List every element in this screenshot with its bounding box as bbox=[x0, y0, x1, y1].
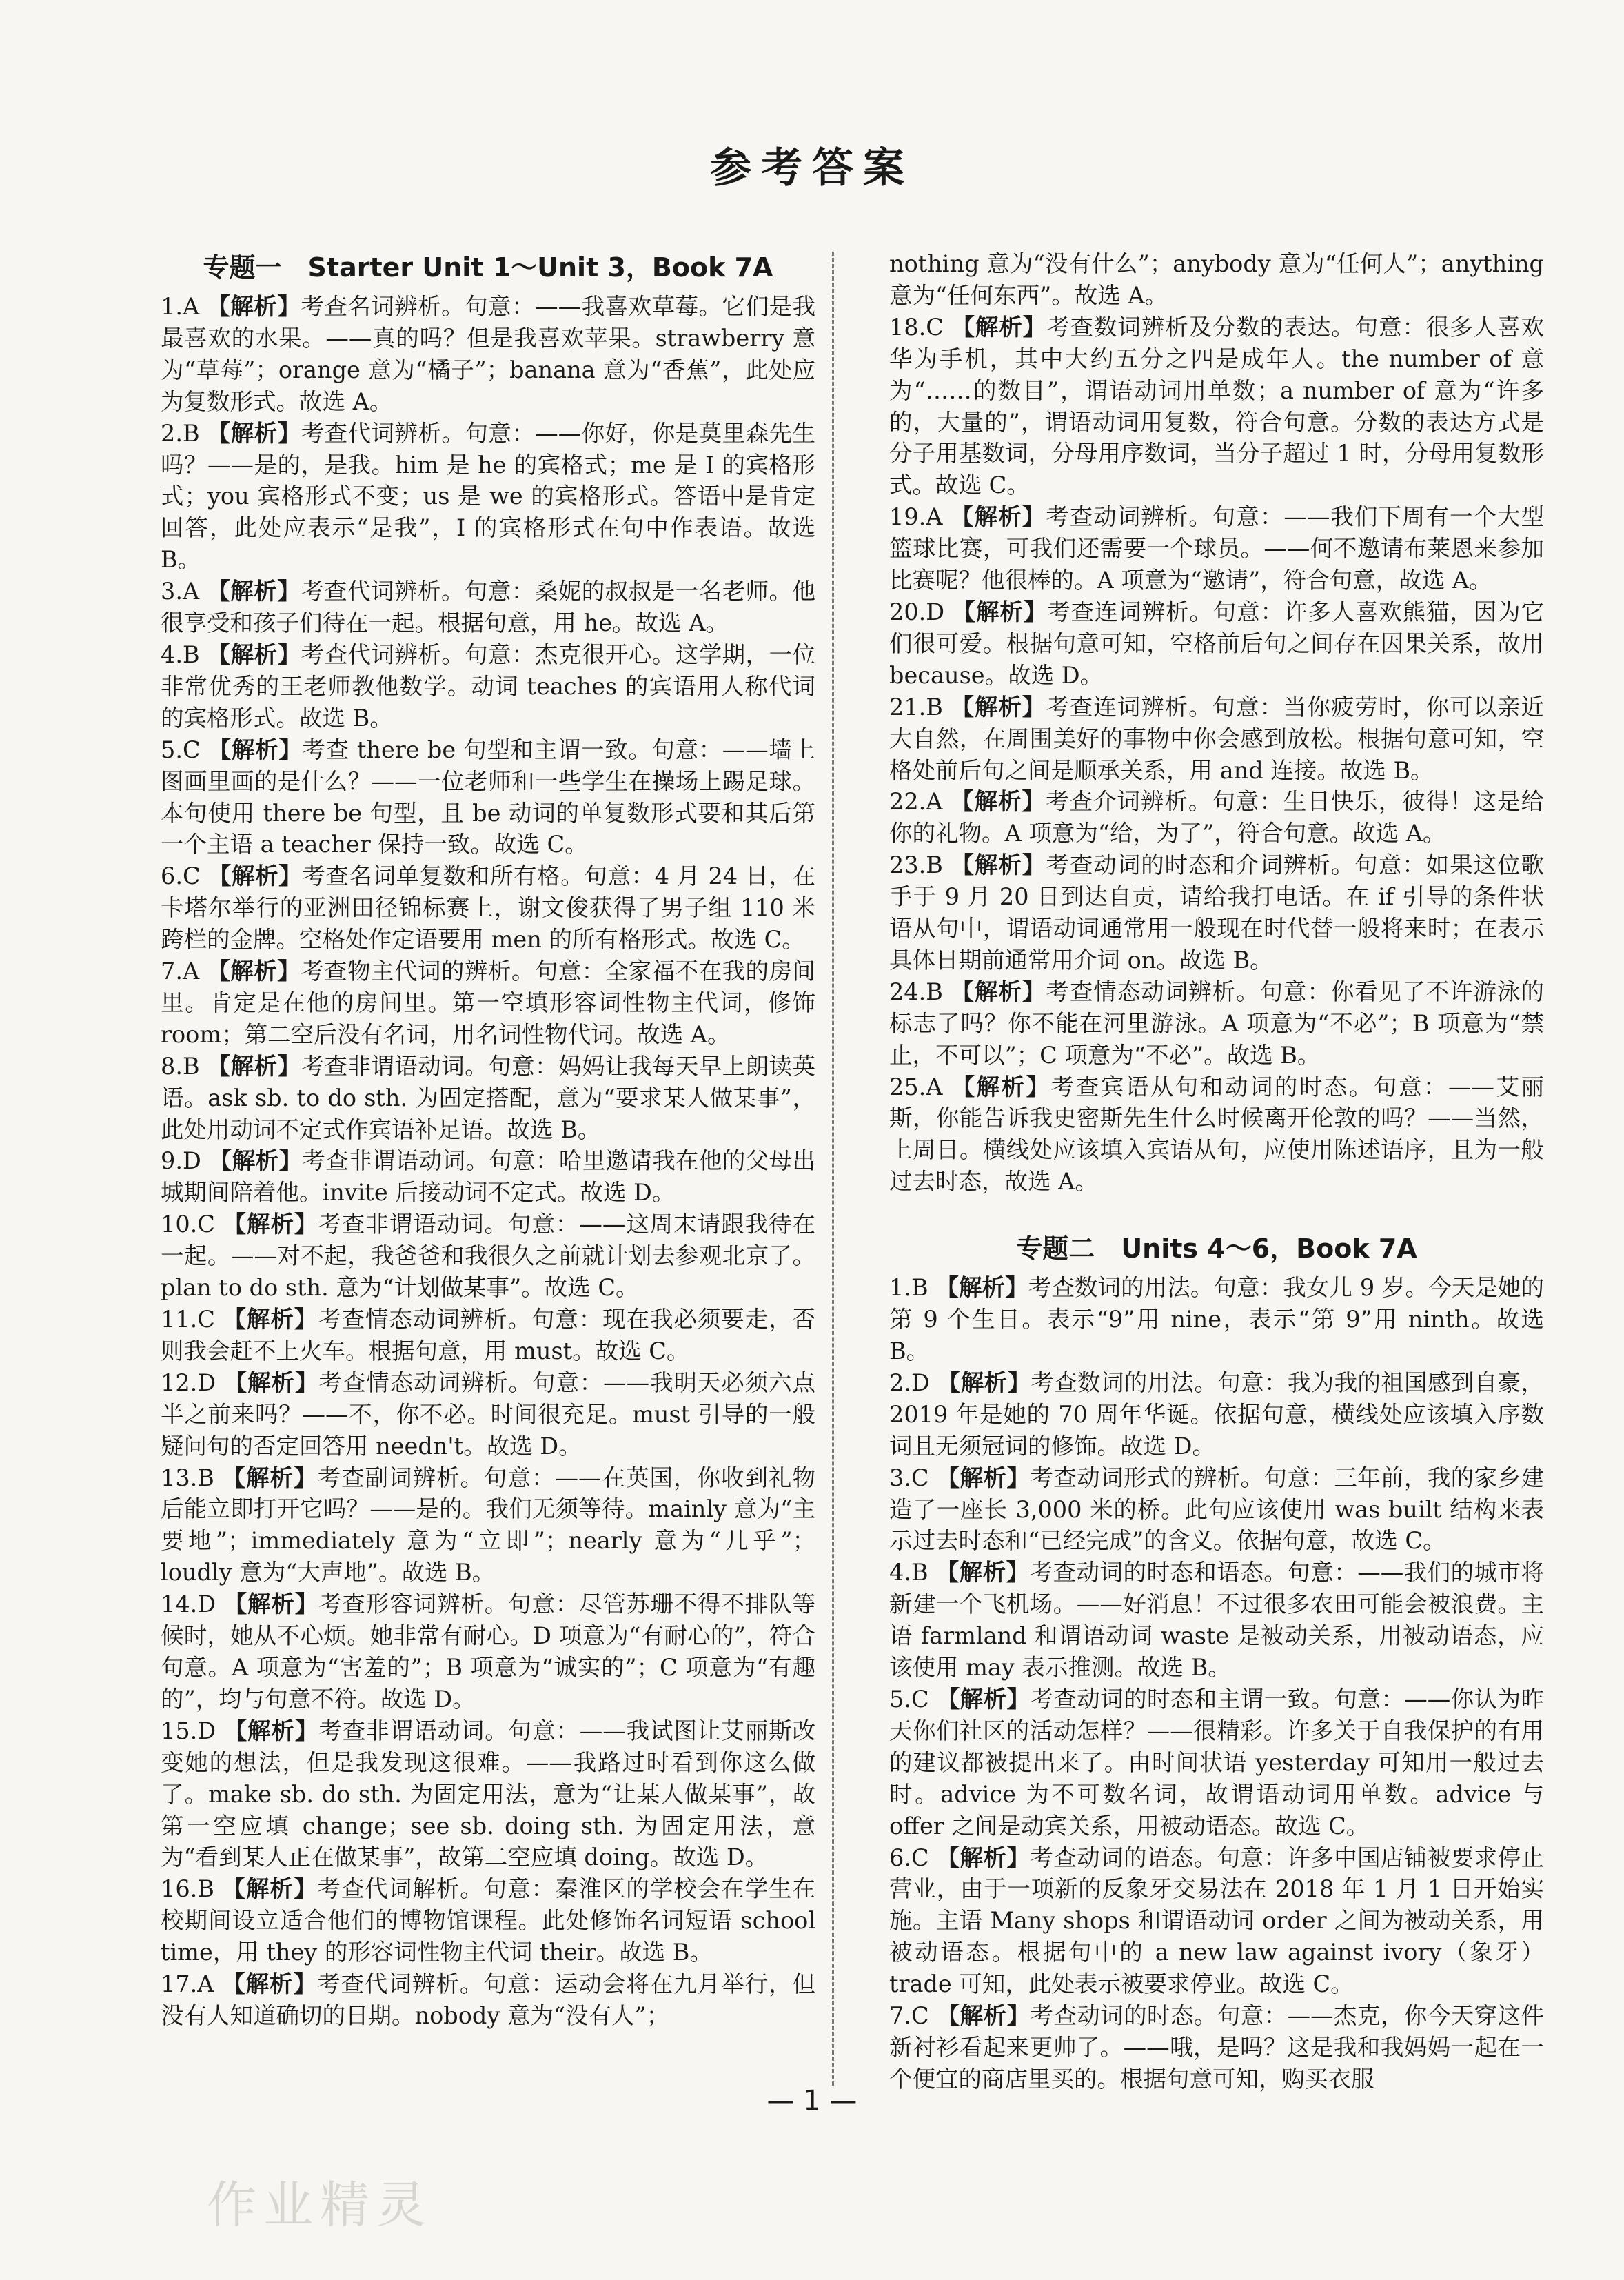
answer-number: 8.B bbox=[161, 1052, 200, 1080]
watermark: 作业精灵 bbox=[207, 2176, 434, 2234]
analysis-tag: 【解析】 bbox=[223, 1369, 319, 1396]
analysis-tag: 【解析】 bbox=[936, 1685, 1031, 1713]
answer-explanation: 考查动词形式的辨析。句意：三年前，我的家乡建造了一座长 3,000 米的桥。此句应该使用 was built 结构来表示过去时态和“已经完成”的含义。依据句意，故选 C。 bbox=[889, 1464, 1544, 1555]
answer-explanation: 考查数词的用法。句意：我女儿 9 岁。今天是她的第 9 个生日。表示“9”用 nine，表示“第 9”用 ninth。故选 B。 bbox=[889, 1274, 1544, 1364]
analysis-tag: 【解析】 bbox=[951, 693, 1046, 720]
answer-number: 11.C bbox=[161, 1306, 215, 1333]
answer-number: 3.A bbox=[161, 578, 200, 605]
answer-explanation: 考查名词单复数和所有格。句意：4 月 24 日，在卡塔尔举行的亚洲田径锦标赛上，谢文俊获得了男子组 110 米跨栏的金牌。空格处作定语要用 men 的所有格形式。故选 C。 bbox=[161, 862, 816, 954]
answer-explanation: 考查代词辨析。句意：——你好，你是莫里森先生吗？——是的，是我。him 是 he 的宾格式；me 是 I 的宾格形式；you 宾格形式不变；us 是 we 的宾格形式。答语中是肯定回答，此处应表示“是我”，I 的宾格形式在句中作表语。故选 B。 bbox=[161, 419, 816, 574]
page-title: 参考答案 bbox=[710, 144, 914, 192]
answer-explanation: 考查非谓语动词。句意：——这周末请跟我待在一起。——对不起，我爸爸和我很久之前就计划去参观北京了。plan to do sth. 意为“计划做某事”。故选 C。 bbox=[161, 1211, 816, 1302]
analysis-tag: 【解析】 bbox=[223, 1717, 319, 1744]
answer-number: 1.A bbox=[161, 293, 200, 320]
analysis-tag: 【解析】 bbox=[935, 1559, 1030, 1586]
analysis-tag: 【解析】 bbox=[951, 851, 1046, 879]
answer-number: 15.D bbox=[161, 1717, 216, 1744]
answer-item bbox=[889, 1557, 1544, 1684]
answer-number: 24.B bbox=[889, 978, 943, 1005]
analysis-tag: 【解析】 bbox=[951, 313, 1047, 341]
answer-explanation: 考查代词辨析。句意：桑妮的叔叔是一名老师。他很享受和孩子们待在一起。根据句意，用 he。故选 A。 bbox=[161, 578, 815, 637]
section-heading-1: 专题一 Starter Unit 1～Unit 3，Book 7A bbox=[203, 252, 773, 283]
answer-explanation: 考查宾语从句和动词的时态。句意：——艾丽斯，你能告诉我史密斯先生什么时候离开伦敦的吗？——当然，上周日。横线处应该填入宾语从句，应使用陈述语序，且为一般过去时态，故选 A。 bbox=[889, 1073, 1545, 1196]
answer-number: 22.A bbox=[889, 788, 943, 816]
answer-explanation: 考查情态动词辨析。句意：你看见了不许游泳的标志了吗？你不能在河里游泳。A 项意为“不必”；B 项意为“禁止，不可以”；C 项意为“不必”。故选 B。 bbox=[889, 978, 1545, 1069]
answer-explanation: 考查非谓语动词。句意：哈里邀请我在他的父母出城期间陪着他。invite 后接动词不定式。故选 D。 bbox=[161, 1147, 815, 1207]
answer-explanation: 考查形容词辨析。句意：尽管苏珊不得不排队等候时，她从不心烦。她非常有耐心。D 项意为“有耐心的”，符合句意。A 项意为“害羞的”；B 项意为“诚实的”；C 项意为“有趣的”，均与句意不符。故选 D。 bbox=[161, 1591, 816, 1713]
analysis-tag: 【解析】 bbox=[207, 578, 301, 605]
answer-explanation: 考查连词辨析。句意：许多人喜欢熊猫，因为它们很可爱。根据句意可知，空格前后句之间存在因果关系，故用 because。故选 D。 bbox=[889, 598, 1545, 689]
answer-explanation: 考查动词的语态。句意：许多中国店铺被要求停止营业，由于一项新的反象牙交易法在 2018 年 1 月 1 日开始实施。主语 Many shops 和谓语动词 order 之间为被动关系，用被动语态。根据句中的 a new law against ivory（象牙）trade 可知，此处表示被要求停业。故选 C。 bbox=[889, 1844, 1544, 1998]
analysis-tag: 【解析】 bbox=[951, 978, 1046, 1005]
answer-explanation: 考查数词的用法。句意：我为我的祖国感到自豪，2019 年是她的 70 周年华诞。依据句意，横线处应该填入序数词且无须冠词的修饰。故选 D。 bbox=[889, 1369, 1544, 1460]
analysis-tag: 【解析】 bbox=[207, 293, 301, 320]
answer-number: 19.A bbox=[889, 503, 943, 531]
analysis-tag: 【解析】 bbox=[222, 1464, 318, 1491]
answer-explanation: 考查代词辨析。句意：运动会将在九月举行，但没有人知道确切的日期。nobody 意为“没有人”； bbox=[161, 1970, 815, 2029]
answer-number: 7.C bbox=[889, 2002, 929, 2030]
answer-explanation: 考查非谓语动词。句意：——我试图让艾丽斯改变她的想法，但是我发现这很难。——我路过时看到你这么做了。make sb. do sth. 为固定用法，意为“让某人做某事”，故第一空应填 change；see sb. doing sth. 为固定用法，意为“看到某人正在做某事”，故第二空应填 doing。故选 D。 bbox=[161, 1717, 816, 1871]
section-heading-2: 专题二 Units 4～6，Book 7A bbox=[1016, 1233, 1417, 1264]
analysis-tag: 【解析】 bbox=[207, 419, 301, 447]
analysis-tag: 【解析】 bbox=[951, 1073, 1051, 1100]
answer-number: 21.B bbox=[889, 693, 943, 720]
analysis-tag: 【解析】 bbox=[952, 598, 1048, 625]
answer-item bbox=[161, 639, 815, 734]
answer-number: 10.C bbox=[161, 1211, 215, 1238]
answer-number: 13.B bbox=[161, 1464, 214, 1491]
analysis-tag: 【解析】 bbox=[936, 2002, 1031, 2030]
answer-item bbox=[161, 1145, 815, 1209]
analysis-tag: 【解析】 bbox=[207, 1052, 301, 1080]
answer-item bbox=[161, 1304, 815, 1367]
answer-explanation: 考查连词辨析。句意：当你疲劳时，你可以亲近大自然，在周围美好的事物中你会感到放松。根据句意可知，空格处前后句之间是顺承关系，用 and 连接。故选 B。 bbox=[889, 693, 1545, 784]
answer-number: 25.A bbox=[889, 1073, 943, 1100]
answer-explanation: 考查情态动词辨析。句意：现在我必须要走，否则我会赶不上火车。根据句意，用 must。故选 C。 bbox=[161, 1306, 816, 1364]
answer-number: 18.C bbox=[889, 313, 944, 341]
answer-item bbox=[889, 1462, 1544, 1557]
analysis-tag: 【解析】 bbox=[208, 1147, 303, 1175]
answer-number: 7.A bbox=[161, 958, 200, 985]
answer-number: 20.D bbox=[889, 598, 945, 625]
answer-explanation: 考查非谓语动词。句意：妈妈让我每天早上朗读英语。ask sb. to do sth. 为固定搭配，意为“要求某人做某事”，此处用动词不定式作宾语补足语。故选 B。 bbox=[161, 1052, 816, 1143]
answer-explanation: 考查介词辨析。句意：生日快乐，彼得！这是给你的礼物。A 项意为“给，为了”，符合句意。故选 A。 bbox=[889, 788, 1544, 847]
answer-item bbox=[161, 1588, 815, 1715]
answer-number: 12.D bbox=[161, 1369, 216, 1396]
analysis-tag: 【解析】 bbox=[207, 640, 301, 668]
answer-item bbox=[889, 312, 1544, 501]
answer-number: 5.C bbox=[889, 1685, 929, 1713]
answer-item bbox=[161, 1968, 815, 2032]
answer-list-1-cont bbox=[889, 312, 1544, 1198]
analysis-tag: 【解析】 bbox=[223, 1591, 319, 1618]
continued-text: nothing 意为“没有什么”；anybody 意为“任何人”；anything 意为“任何东西”。故选 A。 bbox=[889, 250, 1544, 309]
answer-explanation: 考查物主代词的辨析。句意：全家福不在我的房间里。肯定是在他的房间里。第一空填形容词性物主代词，修饰 room；第二空后没有名词，用名词性物代词。故选 A。 bbox=[161, 958, 815, 1048]
answer-item bbox=[161, 576, 815, 639]
answer-number: 3.C bbox=[889, 1464, 929, 1491]
analysis-tag: 【解析】 bbox=[951, 788, 1046, 816]
answer-number: 6.C bbox=[889, 1844, 929, 1871]
answer-number: 4.B bbox=[889, 1559, 928, 1586]
analysis-tag: 【解析】 bbox=[951, 503, 1046, 531]
answer-number: 2.D bbox=[889, 1369, 930, 1396]
answer-item bbox=[161, 734, 815, 861]
answer-item bbox=[161, 1051, 815, 1146]
answer-item bbox=[889, 1367, 1544, 1462]
answer-item bbox=[889, 849, 1544, 976]
answer-explanation: 考查动词辨析。句意：——我们下周有一个大型篮球比赛，可我们还需要一个球员。——何不邀请布莱恩来参加比赛呢？他很棒的。A 项意为“邀请”，符合句意，故选 A。 bbox=[889, 503, 1544, 594]
answer-list-1 bbox=[161, 291, 815, 2032]
analysis-tag: 【解析】 bbox=[207, 958, 301, 985]
analysis-tag: 【解析】 bbox=[223, 1211, 318, 1238]
right-column bbox=[889, 248, 1544, 2095]
answer-item bbox=[161, 956, 815, 1051]
answer-number: 1.B bbox=[889, 1274, 928, 1302]
analysis-tag: 【解析】 bbox=[937, 1369, 1031, 1396]
answer-number: 2.B bbox=[161, 419, 200, 447]
analysis-tag: 【解析】 bbox=[935, 1274, 1028, 1302]
answer-number: 5.C bbox=[161, 736, 201, 763]
answer-item bbox=[161, 1462, 815, 1589]
answer-list-2 bbox=[889, 1272, 1544, 2095]
answer-item bbox=[889, 1684, 1544, 1842]
answer-item bbox=[889, 501, 1544, 596]
answer-number: 23.B bbox=[889, 851, 943, 879]
answer-explanation: 考查动词的时态和语态。句意：——我们的城市将新建一个飞机场。——好消息！不过很多农田可能会被浪费。主语 farmland 和谓语动词 waste 是被动关系，用被动语态，应该使用 may 表示推测。故选 B。 bbox=[889, 1559, 1545, 1682]
analysis-tag: 【解析】 bbox=[207, 862, 303, 890]
answer-item bbox=[889, 2000, 1544, 2095]
answer-item bbox=[161, 1367, 815, 1462]
column-divider bbox=[832, 252, 834, 2086]
answer-item bbox=[889, 976, 1544, 1071]
answer-explanation: 考查代词辨析。句意：杰克很开心。这学期，一位非常优秀的王老师教他数学。动词 teaches 的宾语用人称代词的宾格形式。故选 B。 bbox=[161, 640, 816, 732]
answer-explanation: 考查数词辨析及分数的表达。句意：很多人喜欢华为手机，其中大约五分之四是成年人。the number of 意为“……的数目”，谓语动词用单数；a number of 意为“许多的，大量的”，谓语动词用复数，符合句意。分数的表达方式是分子用基数词，分母用序数词，当分子超过 1 时，分母用复数形式。故选 C。 bbox=[889, 313, 1545, 499]
answer-explanation: 考查副词辨析。句意：——在英国，你收到礼物后能立即打开它吗？——是的。我们无须等待。mainly 意为“主要地”；immediately 意为“立即”；nearly 意为“几乎”；loudly 意为“大声地”。故选 B。 bbox=[161, 1464, 816, 1586]
analysis-tag: 【解析】 bbox=[222, 1875, 318, 1903]
answer-item bbox=[889, 1071, 1544, 1198]
answer-explanation: 考查情态动词辨析。句意：——我明天必须六点半之前来吗？——不，你不必。时间很充足。must 引导的一般疑问句的否定回答用 needn't。故选 D。 bbox=[161, 1369, 816, 1460]
answer-item bbox=[889, 1272, 1544, 1367]
answer-number: 17.A bbox=[161, 1970, 214, 1998]
answer-explanation: 考查 there be 句型和主谓一致。句意：——墙上图画里画的是什么？——一位老师和一些学生在操场上踢足球。本句使用 there be 句型，且 be 动词的单复数形式要和其后第一个主语 a teacher 保持一致。故选 C。 bbox=[161, 736, 816, 858]
answer-item bbox=[889, 1842, 1544, 2001]
answer-item bbox=[161, 860, 815, 956]
answer-item bbox=[889, 596, 1544, 692]
answer-number: 4.B bbox=[161, 640, 200, 668]
answer-number: 14.D bbox=[161, 1591, 216, 1618]
analysis-tag: 【解析】 bbox=[936, 1844, 1031, 1871]
answer-explanation: 考查代词解析。句意：秦淮区的学校会在学生在校期间设立适合他们的博物馆课程。此处修饰名词短语 school time，用 they 的形容词性物主代词 their。故选 B。 bbox=[161, 1875, 816, 1966]
answer-item bbox=[889, 786, 1544, 849]
answer-explanation: 考查动词的时态和主谓一致。句意：——你认为昨天你们社区的活动怎样？——很精彩。许多关于自我保护的有用的建议都被提出来了。由时间状语 yesterday 可知用一般过去时。advice 为不可数名词，故谓语动词用单数。advice 与 offer 之间是动宾关系，用被动语态。故选 C。 bbox=[889, 1685, 1544, 1839]
answer-explanation: 考查动词的时态和介词辨析。句意：如果这位歌手于 9 月 20 日到达自贡，请给我打电话。在 if 引导的条件状语从句中，谓语动词通常用一般现在时代替一般将来时；在表示具体日期前通常用介词 on。故选 B。 bbox=[889, 851, 1545, 973]
analysis-tag: 【解析】 bbox=[223, 1306, 318, 1333]
analysis-tag: 【解析】 bbox=[936, 1464, 1031, 1491]
answer-item bbox=[161, 418, 815, 576]
analysis-tag: 【解析】 bbox=[222, 1970, 317, 1998]
answer-item bbox=[161, 291, 815, 418]
answer-number: 9.D bbox=[161, 1147, 201, 1175]
answer-explanation: 考查动词的时态。句意：——杰克，你今天穿这件新衬衫看起来更帅了。——哦，是吗？这是我和我妈妈一起在一个便宜的商店里买的。根据句意可知，购买衣服 bbox=[889, 2002, 1544, 2092]
page-number: — 1 — bbox=[767, 2085, 857, 2117]
answer-item bbox=[161, 1873, 815, 1968]
answer-item bbox=[161, 1209, 815, 1304]
answer-number: 16.B bbox=[161, 1875, 214, 1903]
answer-number: 6.C bbox=[161, 862, 201, 890]
answer-explanation: 考查名词辨析。句意：——我喜欢草莓。它们是我最喜欢的水果。——真的吗？但是我喜欢苹果。strawberry 意为“草莓”；orange 意为“橘子”；banana 意为“香蕉”，此处应为复数形式。故选 A。 bbox=[161, 293, 815, 415]
left-column bbox=[161, 248, 815, 2032]
answer-item bbox=[161, 1715, 815, 1874]
answer-item bbox=[889, 692, 1544, 787]
analysis-tag: 【解析】 bbox=[207, 736, 303, 763]
